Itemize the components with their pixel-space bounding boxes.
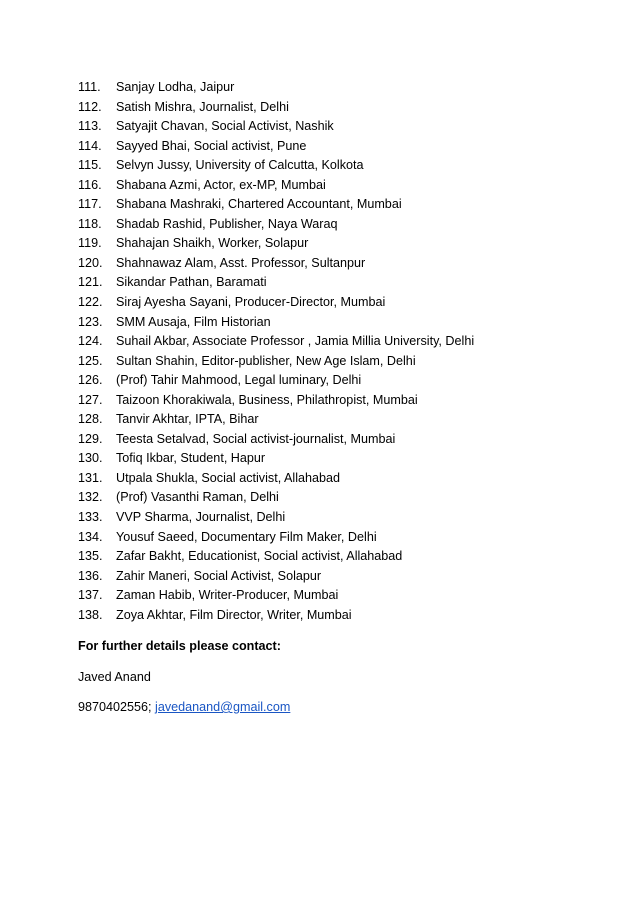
- list-item-text: Teesta Setalvad, Social activist-journalist, Mumbai: [116, 431, 396, 446]
- list-item: [78, 528, 598, 548]
- list-item-number: 135.: [78, 549, 103, 564]
- list-item: [78, 78, 598, 98]
- list-item-text: Utpala Shukla, Social activist, Allahabad: [116, 470, 341, 485]
- list-item-text: VVP Sharma, Journalist, Delhi: [116, 510, 286, 525]
- list-item-text: Zoya Akhtar, Film Director, Writer, Mumbai: [116, 607, 352, 622]
- list-item: [78, 332, 598, 352]
- list-item-number: 114.: [78, 138, 102, 153]
- contact-email-link[interactable]: javedanand@gmail.com: [155, 700, 291, 714]
- list-item-text: Selvyn Jussy, University of Calcutta, Kolkota: [116, 158, 364, 173]
- list-item-number: 132.: [78, 490, 103, 505]
- list-item-text: (Prof) Vasanthi Raman, Delhi: [116, 490, 279, 505]
- list-item-text: Sikandar Pathan, Baramati: [116, 275, 267, 290]
- list-item-text: Shadab Rashid, Publisher, Naya Waraq: [116, 216, 338, 231]
- list-item-text: Sultan Shahin, Editor-publisher, New Age Islam, Delhi: [116, 353, 416, 368]
- list-item: [78, 430, 598, 450]
- list-item: [78, 449, 598, 469]
- list-item-number: 128.: [78, 412, 103, 427]
- list-item-number: 130.: [78, 451, 103, 466]
- list-item: [78, 313, 598, 333]
- list-item-text: Taizoon Khorakiwala, Business, Philathropist, Mumbai: [116, 392, 418, 407]
- list-item: [78, 254, 598, 274]
- list-item: [78, 488, 598, 508]
- list-item-text: Zahir Maneri, Social Activist, Solapur: [116, 568, 322, 583]
- list-item: [78, 606, 598, 626]
- signatory-list: [78, 78, 598, 625]
- list-item: [78, 215, 598, 235]
- list-item: [78, 469, 598, 489]
- list-item-text: Sayyed Bhai, Social activist, Pune: [116, 138, 307, 153]
- list-item: [78, 176, 598, 196]
- list-item-number: 137.: [78, 588, 103, 603]
- list-item: [78, 195, 598, 215]
- list-item: [78, 586, 598, 606]
- list-item-number: 131.: [78, 470, 103, 485]
- list-item: [78, 391, 598, 411]
- list-item-text: Sanjay Lodha, Jaipur: [116, 80, 235, 94]
- list-item-text: Suhail Akbar, Associate Professor , Jamia Millia University, Delhi: [116, 334, 475, 349]
- contact-phone: 9870402556;: [78, 700, 152, 714]
- list-item-number: 124.: [78, 334, 103, 349]
- list-item-number: 121.: [78, 275, 103, 290]
- list-item-number: 126.: [78, 373, 103, 388]
- list-item-text: Shahajan Shaikh, Worker, Solapur: [116, 236, 309, 251]
- list-item-number: 122.: [78, 295, 103, 310]
- list-item-number: 123.: [78, 314, 103, 329]
- list-item-text: Zaman Habib, Writer-Producer, Mumbai: [116, 588, 339, 603]
- list-item: [78, 547, 598, 567]
- list-item: [78, 567, 598, 587]
- list-item-text: Satyajit Chavan, Social Activist, Nashik: [116, 119, 334, 134]
- list-item-text: Yousuf Saeed, Documentary Film Maker, Delhi: [116, 529, 377, 544]
- list-item-text: SMM Ausaja, Film Historian: [116, 314, 271, 329]
- list-item-number: 125.: [78, 353, 103, 368]
- list-item-number: 113.: [78, 119, 102, 134]
- list-item: [78, 98, 598, 118]
- list-item-number: 118.: [78, 216, 102, 231]
- list-item-number: 117.: [78, 197, 102, 212]
- list-item-number: 119.: [78, 236, 102, 251]
- list-item-number: 111.: [78, 80, 101, 94]
- list-item-text: Shahnawaz Alam, Asst. Professor, Sultanpur: [116, 255, 366, 270]
- list-item: [78, 293, 598, 313]
- list-item-number: 116.: [78, 177, 102, 192]
- list-item-text: Zafar Bakht, Educationist, Social activist, Allahabad: [116, 549, 403, 564]
- list-item: [78, 117, 598, 137]
- contact-name: Javed Anand: [78, 670, 151, 684]
- contact-line: [78, 698, 598, 716]
- list-item: [78, 234, 598, 254]
- list-item-number: 115.: [78, 158, 102, 173]
- list-item: [78, 508, 598, 528]
- list-item-number: 134.: [78, 529, 103, 544]
- list-item-number: 133.: [78, 510, 103, 525]
- list-item: [78, 137, 598, 157]
- list-item-number: 127.: [78, 392, 103, 407]
- list-item-text: Shabana Mashraki, Chartered Accountant, Mumbai: [116, 197, 402, 212]
- list-item-text: Siraj Ayesha Sayani, Producer-Director, Mumbai: [116, 295, 386, 310]
- list-item: [78, 156, 598, 176]
- contact-heading: For further details please contact:: [78, 639, 281, 653]
- list-item-number: 120.: [78, 255, 103, 270]
- list-item: [78, 273, 598, 293]
- list-item-text: Satish Mishra, Journalist, Delhi: [116, 99, 289, 114]
- list-item: [78, 410, 598, 430]
- list-item-number: 138.: [78, 607, 103, 622]
- list-item-text: (Prof) Tahir Mahmood, Legal luminary, Delhi: [116, 373, 362, 388]
- list-item-number: 129.: [78, 431, 103, 446]
- list-item: [78, 352, 598, 372]
- list-item-text: Tofiq Ikbar, Student, Hapur: [116, 451, 266, 466]
- list-item-number: 112.: [78, 99, 102, 114]
- list-item-text: Shabana Azmi, Actor, ex-MP, Mumbai: [116, 177, 326, 192]
- list-item-number: 136.: [78, 568, 103, 583]
- list-item: [78, 371, 598, 391]
- list-item-text: Tanvir Akhtar, IPTA, Bihar: [116, 412, 259, 427]
